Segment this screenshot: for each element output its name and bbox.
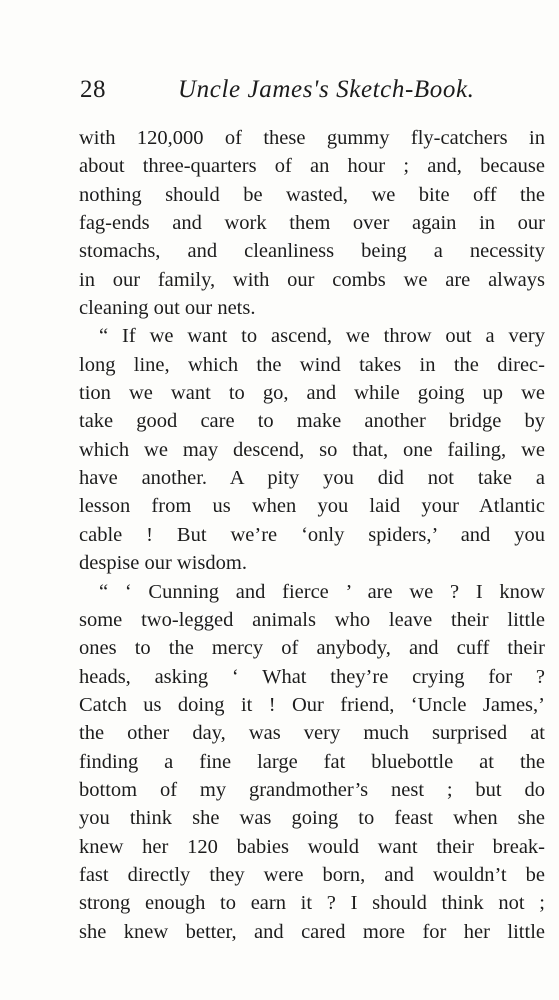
text-line: Catch us doing it ! Our friend, ‘Uncle James,’ xyxy=(79,693,545,716)
text-line: cleaning out our nets. xyxy=(79,297,256,320)
text-line: in our family, with our combs we are always xyxy=(79,268,545,291)
running-title: Uncle James's Sketch-Book. xyxy=(178,76,475,103)
text-line: ones to the mercy of anybody, and cuff their xyxy=(79,637,545,660)
text-line: fag-ends and work them over again in our xyxy=(79,212,545,235)
text-line: some two-legged animals who leave their little xyxy=(79,608,545,631)
text-line: you think she was going to feast when she xyxy=(79,807,545,830)
text-line: which we may descend, so that, one failing, we xyxy=(79,438,545,461)
text-line: heads, asking ‘ What they’re crying for ? xyxy=(79,665,545,688)
text-line: the other day, was very much surprised at xyxy=(79,722,545,745)
text-line: knew her 120 babies would want their break- xyxy=(79,835,545,858)
text-line: tion we want to go, and while going up we xyxy=(79,382,545,405)
page-number: 28 xyxy=(80,76,106,103)
text-line: “ If we want to ascend, we throw out a very xyxy=(99,325,545,348)
text-line: cable ! But we’re ‘only spiders,’ and you xyxy=(79,523,545,546)
text-line: lesson from us when you laid your Atlantic xyxy=(79,495,545,518)
text-line: fast directly they were born, and wouldn’t be xyxy=(79,863,545,886)
text-line: with 120,000 of these gummy fly-catchers in xyxy=(79,127,545,149)
text-line: bottom of my grandmother’s nest ; but do xyxy=(79,778,545,801)
text-line: stomachs, and cleanliness being a necessity xyxy=(79,240,545,263)
text-line: strong enough to earn it ? I should think not ; xyxy=(79,892,545,915)
text-line: about three-quarters of an hour ; and, because xyxy=(79,155,545,178)
text-line: she knew better, and cared more for her little xyxy=(79,920,545,943)
text-line: nothing should be wasted, we bite off the xyxy=(79,183,545,206)
body-text xyxy=(79,124,545,946)
text-line: despise our wisdom. xyxy=(79,552,247,575)
text-line: long line, which the wind takes in the direc- xyxy=(79,353,545,376)
page-header xyxy=(80,72,480,108)
text-line: have another. A pity you did not take a xyxy=(79,467,545,490)
text-line: “ ‘ Cunning and fierce ’ are we ? I know xyxy=(99,580,545,603)
text-line: take good care to make another bridge by xyxy=(79,410,545,433)
text-line: finding a fine large fat bluebottle at the xyxy=(79,750,545,773)
